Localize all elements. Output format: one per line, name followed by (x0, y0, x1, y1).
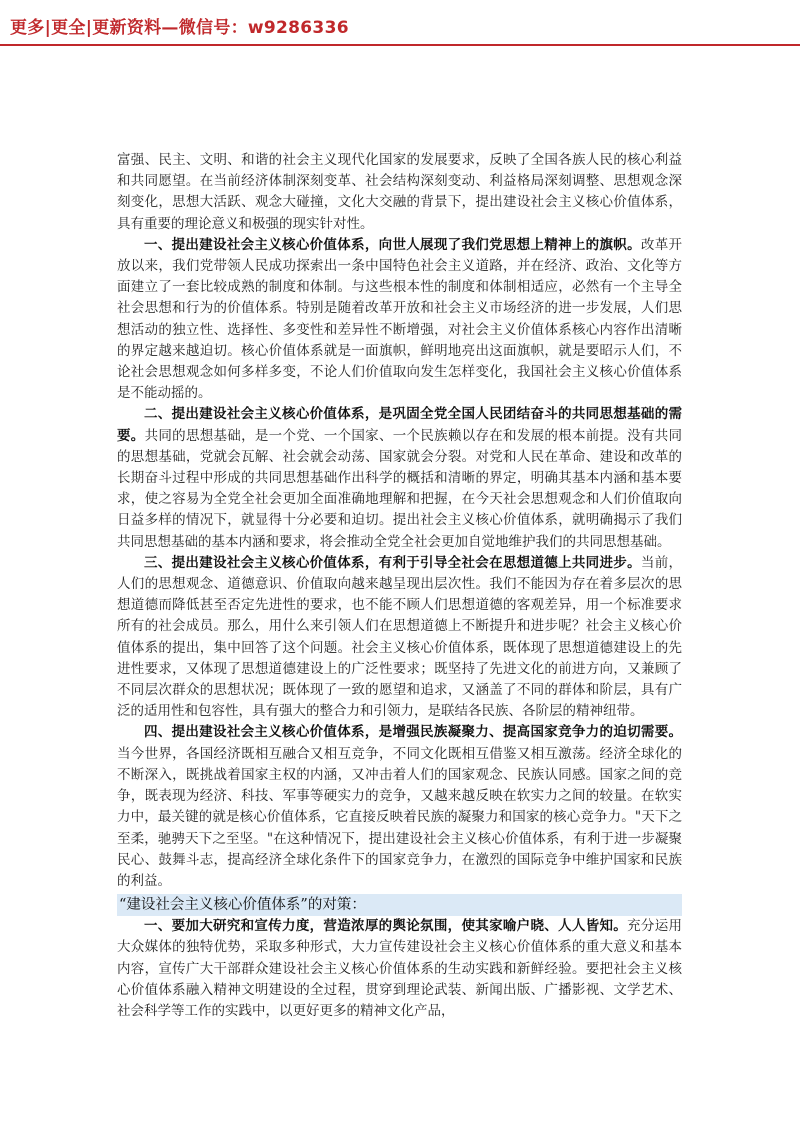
point-3-text: 当前，人们的思想观念、道德意识、价值取向越来越呈现出层次性。我们不能因为存在着多层次的思想道德而降低甚至否定先进性的要求，也不能不顾人们思想道德的客观差异，用一个标准要求所有的社会成员。那么，用什么来引领人们在思想道德上不断提升和进步呢？社会主义核心价值体系的提出，集中回答了这个问题。社会主义核心价值体系，既体现了思想道德建设上的先进性要求，又体现了思想道德建设上的广泛性要求；既坚持了先进文化的前进方向，又兼顾了不同层次群众的思想状况；既体现了一致的愿望和追求，又涵盖了不同的群体和阶层，具有广泛的适用性和包容性，具有强大的整合力和引领力，是联结各民族、各阶层的精神纽带。 (117, 554, 683, 720)
point-1-paragraph (117, 235, 682, 405)
measure-1-paragraph (117, 916, 682, 1022)
point-4-text: 当今世界，各国经济既相互融合又相互竞争，不同文化既相互借鉴又相互激荡。经济全球化的不断深入，既挑战着国家主权的内涵，又冲击着人们的国家观念、民族认同感。国家之间的竞争，既表现为经济、科技、军事等硬实力的竞争，又越来越反映在软实力之间的较量。在软实力中，最关键的就是核心价值体系，它直接反映着民族的凝聚力和国家的核心竞争力。"天下之至柔，驰骋天下之至坚。"在这种情况下，提出建设社会主义核心价值体系，有利于进一步凝聚民心、鼓舞斗志，提高经济全球化条件下的国家竞争力，在激烈的国际竞争中维护国家和民族的利益。 (117, 745, 682, 889)
point-3-paragraph (117, 553, 682, 723)
point-4-paragraph (117, 722, 682, 892)
point-2-paragraph (117, 404, 682, 552)
document-body (117, 150, 682, 1022)
point-1-text: 改革开放以来，我们党带领人民成功探索出一条中国特色社会主义道路，并在经济、政治、文化等方面建立了一套比较成熟的制度和体制。与这些根本性的制度和体制相适应，必然有一个主导全社会思想和行为的价值体系。特别是随着改革开放和社会主义市场经济的进一步发展，人们思想活动的独立性、选择性、多变性和差异性不断增强，对社会主义价值体系核心内容作出清晰的界定越来越迫切。核心价值体系就是一面旗帜，鲜明地亮出这面旗帜，就是要昭示人们，不论社会思想观念如何多样多变，不论人们价值取向发生怎样变化，我国社会主义核心价值体系是不能动摇的。 (117, 236, 683, 402)
point-3-heading: 三、提出建设社会主义核心价值体系，有利于引导全社会在思想道德上共同进步。 (144, 554, 641, 571)
top-divider (0, 44, 800, 46)
section-heading-measures: “建设社会主义核心价值体系”的对策： (117, 894, 682, 916)
point-2-heading: 二、提出建设社会主义核心价值体系，是巩固全党全国人民团结奋斗的共同思想基础的需要。 (117, 406, 682, 444)
measure-1-heading: 一、要加大研究和宣传力度，营造浓厚的舆论氛围，使其家喻户晓、人人皆知。 (144, 918, 628, 935)
measure-1-text: 充分运用大众媒体的独特优势，采取多种形式，大力宣传建设社会主义核心价值体系的重大意义和基本内容，宣传广大干部群众建设社会主义核心价值体系的生动实践和新鲜经验。要把社会主义核心价值体系融入精神文明建设的全过程，贯穿到理论武装、新闻出版、广播影视、文学艺术、社会科学等工作的实践中，以更好更多的精神文化产品， (117, 918, 683, 1019)
intro-paragraph: 富强、民主、文明、和谐的社会主义现代化国家的发展要求，反映了全国各族人民的核心利益和共同愿望。在当前经济体制深刻变革、社会结构深刻变动、利益格局深刻调整、思想观念深刻变化，思想大活跃、观念大碰撞，文化大交融的背景下，提出建设社会主义核心价值体系，具有重要的理论意义和极强的现实针对性。 (117, 152, 682, 232)
top-banner: 更多|更全|更新资料—微信号：w9286336 (10, 18, 349, 38)
point-1-heading: 一、提出建设社会主义核心价值体系，向世人展现了我们党思想上精神上的旗帜。 (144, 236, 641, 253)
point-2-text: 共同的思想基础，是一个党、一个国家、一个民族赖以存在和发展的根本前提。没有共同的思想基础，党就会瓦解、社会就会动荡、国家就会分裂。对党和人民在革命、建设和改革的长期奋斗过程中形成的共同思想基础作出科学的概括和清晰的界定，明确其基本内涵和基本要求，使之容易为全党全社会更加全面准确地理解和把握，在今天社会思想观念和人们价值取向日益多样的情况下，就显得十分必要和迫切。提出社会主义核心价值体系，就明确揭示了我们共同思想基础的基本内涵和要求，将会推动全党全社会更加自觉地维护我们的共同思想基础。 (117, 427, 683, 550)
point-4-heading: 四、提出建设社会主义核心价值体系，是增强民族凝聚力、提高国家竞争力的迫切需要。 (144, 724, 682, 741)
